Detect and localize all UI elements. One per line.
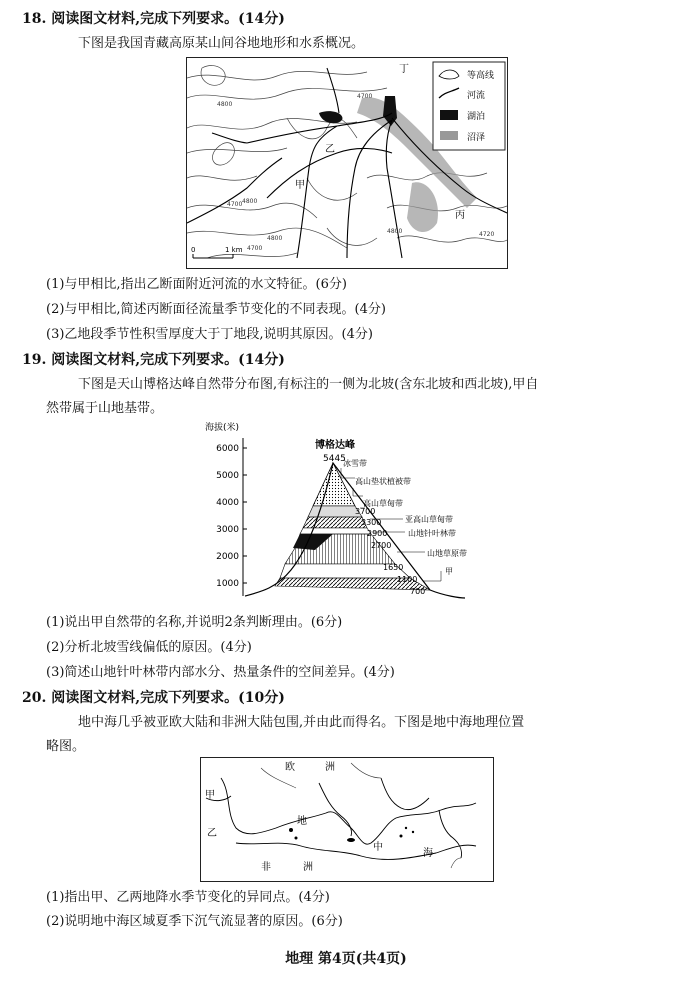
place-jia: 甲 — [295, 180, 305, 191]
y-axis-label: 海拔(米) — [205, 423, 240, 433]
q18-header: 18. 阅读图文材料,完成下列要求。(14分) — [22, 11, 285, 27]
svg-text:海: 海 — [423, 848, 433, 859]
y-tick-3000: 3000 — [216, 525, 239, 535]
q19-intro-line2: 然带属于山地基带。 — [46, 401, 164, 416]
boundary-1100: 1100 — [397, 575, 418, 584]
zone-label-cushion: 高山垫状植被带 — [355, 477, 411, 486]
scale-bar — [191, 246, 243, 258]
q20-intro-line2: 略图。 — [46, 739, 86, 754]
q18-task-3: (3)乙地段季节性积雪厚度大于丁地段,说明其原因。(4分) — [46, 327, 373, 342]
svg-text:4700: 4700 — [227, 201, 243, 208]
zone-label-conifer: 山地针叶林带 — [408, 529, 456, 538]
y-tick-2000: 2000 — [216, 552, 239, 562]
q18-intro: 下图是我国青藏高原某山间谷地地形和水系概况。 — [78, 36, 365, 51]
zone-cushion — [308, 506, 362, 517]
boundary-3700: 3700 — [355, 507, 376, 516]
q18-task-1: (1)与甲相比,指出乙断面附近河流的水文特征。(6分) — [46, 277, 347, 292]
svg-text:0: 0 — [191, 246, 196, 254]
svg-text:乙: 乙 — [207, 828, 217, 839]
boundary-1650: 1650 — [383, 563, 404, 572]
boundary-3300: 3300 — [361, 518, 382, 527]
q19-header: 19. 阅读图文材料,完成下列要求。(14分) — [22, 352, 285, 368]
boundary-2700: 2700 — [371, 541, 392, 550]
q18-terrain-map — [186, 57, 508, 269]
svg-text:4800: 4800 — [242, 198, 258, 205]
y-ticks — [216, 444, 239, 589]
zone-label-subalpine: 亚高山草甸带 — [405, 515, 453, 524]
zone-label-snow: 冰雪带 — [343, 459, 367, 468]
svg-text:洲: 洲 — [325, 762, 335, 773]
q20-header: 20. 阅读图文材料,完成下列要求。(10分) — [22, 690, 285, 706]
peak-name: 博格达峰 — [315, 440, 355, 451]
svg-text:河流: 河流 — [467, 91, 486, 101]
svg-text:4720: 4720 — [479, 231, 495, 238]
q19-task-1: (1)说出甲自然带的名称,并说明2条判断理由。(6分) — [46, 615, 343, 630]
q20-task-1: (1)指出甲、乙两地降水季节变化的异同点。(4分) — [46, 890, 330, 905]
q19-task-2: (2)分析北坡雪线偏低的原因。(4分) — [46, 640, 252, 655]
y-tick-1000: 1000 — [216, 579, 239, 589]
q19-task-3: (3)简述山地针叶林带内部水分、热量条件的空间差异。(4分) — [46, 665, 395, 680]
boundary-700: 700 — [410, 587, 426, 596]
svg-text:等高线: 等高线 — [467, 71, 495, 81]
peak-elevation: 5445 — [323, 454, 346, 464]
q19-intro-line1: 下图是天山博格达峰自然带分布图,有标注的一侧为北坡(含东北坡和西北坡),甲自 — [78, 377, 539, 392]
svg-text:非: 非 — [261, 862, 271, 873]
svg-text:4800: 4800 — [387, 228, 403, 235]
svg-text:洲: 洲 — [303, 862, 313, 873]
svg-text:地: 地 — [297, 816, 307, 827]
y-tick-5000: 5000 — [216, 471, 239, 481]
zone-alpine-meadow — [303, 517, 367, 528]
svg-text:中: 中 — [373, 842, 383, 853]
place-yi: 乙 — [325, 144, 335, 155]
boundary-2900: 2900 — [367, 529, 388, 538]
zone-subalpine — [300, 528, 371, 534]
y-tick-6000: 6000 — [216, 444, 239, 454]
zone-label-steppe: 山地草原带 — [427, 549, 467, 558]
place-bing: 丙 — [455, 210, 465, 221]
map-legend — [433, 62, 505, 150]
y-tick-4000: 4000 — [216, 498, 239, 508]
svg-text:欧: 欧 — [285, 762, 295, 773]
map-labels — [205, 760, 433, 873]
svg-text:4800: 4800 — [267, 235, 283, 242]
svg-text:4800: 4800 — [217, 101, 233, 108]
zone-label-jia: 甲 — [445, 567, 453, 576]
svg-text:1 km: 1 km — [225, 246, 243, 254]
svg-text:4700: 4700 — [357, 93, 373, 100]
q19-zonation-diagram — [205, 418, 475, 608]
svg-text:湖泊: 湖泊 — [467, 112, 486, 122]
zone-label-alpine: 高山草甸带 — [363, 499, 403, 508]
coastlines — [206, 778, 476, 859]
q18-task-2: (2)与甲相比,简述丙断面径流量季节变化的不同表现。(4分) — [46, 302, 386, 317]
svg-text:4700: 4700 — [247, 245, 263, 252]
page-footer: 地理 第4页(共4页) — [285, 951, 407, 967]
q20-mediterranean-map — [200, 757, 494, 882]
svg-text:甲: 甲 — [205, 790, 215, 801]
q20-intro-line1: 地中海几乎被亚欧大陆和非洲大陆包围,并由此而得名。下图是地中海地理位置 — [78, 715, 525, 730]
place-ding: 丁 — [399, 64, 409, 75]
svg-text:沼泽: 沼泽 — [467, 133, 486, 143]
q20-task-2: (2)说明地中海区域夏季下沉气流显著的原因。(6分) — [46, 914, 343, 929]
